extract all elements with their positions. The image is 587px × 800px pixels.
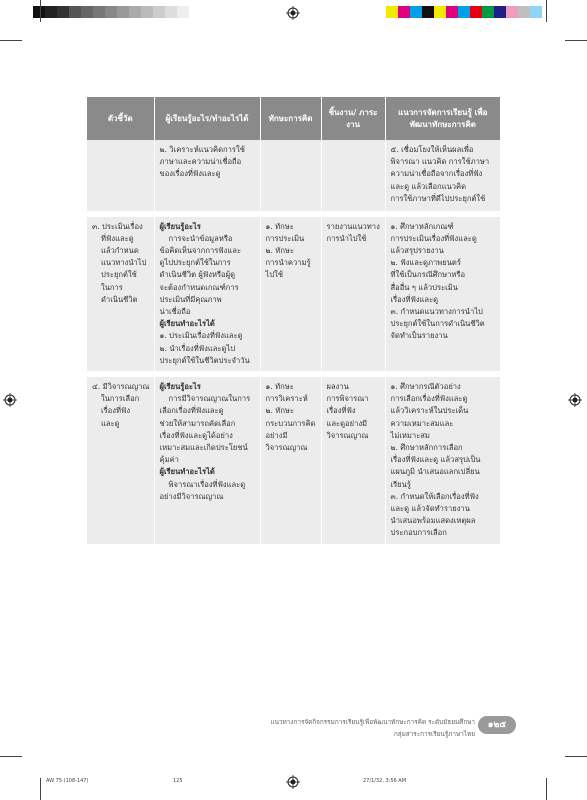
- header-thinking-skill: ทักษะการคิด: [260, 97, 321, 140]
- color-swatch: [398, 6, 410, 18]
- bottom-registration-mark-icon: [286, 775, 300, 789]
- cell-text: ไปใช้: [265, 270, 284, 280]
- cell-text: น่าเชื่อถือ: [159, 307, 191, 317]
- color-swatch: [434, 6, 446, 18]
- cell-text: และดู: [101, 418, 120, 428]
- cell-text: อย่างมี: [265, 430, 288, 440]
- color-swatch: [410, 6, 422, 18]
- crop-mark: [0, 40, 22, 41]
- cell-text: ประยุกต์ใช้: [101, 270, 137, 280]
- top-registration-mark-icon: [286, 6, 300, 20]
- gray-swatch: [69, 6, 81, 18]
- color-swatch: [494, 6, 506, 18]
- crop-mark: [0, 756, 22, 757]
- gray-swatch: [105, 6, 117, 18]
- color-swatch: [518, 6, 530, 18]
- cell-text: เรื่องที่ฟัง: [101, 406, 131, 416]
- cell-task: [321, 377, 385, 544]
- cell-text: ๑. ประเมินเรื่องที่ฟังและดู: [159, 331, 243, 341]
- cell-text: พิจารณาเรื่องที่ฟังและดู: [168, 479, 246, 489]
- cell-text: เรียนรู้: [390, 479, 411, 489]
- cell-text: ๑. ศึกษาหลักเกณฑ์: [390, 221, 454, 231]
- can-do-heading: ผู้เรียนทำอะไรได้: [159, 467, 215, 477]
- cell-text: การประเมินเรื่องที่ฟังและดู: [390, 233, 477, 243]
- cell-text: ๒. ทักษะ: [265, 246, 295, 256]
- cell-indicator: [87, 217, 154, 371]
- cell-text: เหมาะสมและเกิดประโยชน์: [159, 443, 248, 453]
- cell-learning: [154, 140, 260, 211]
- cell-text: และดู แล้วจัดทำรายงาน: [390, 504, 470, 514]
- color-swatch: [530, 6, 542, 18]
- footer-subject: กลุ่มสาระการเรียนรู้ภาษาไทย: [393, 730, 475, 738]
- color-swatch: [422, 6, 434, 18]
- crop-mark: [565, 756, 587, 757]
- cell-text: ข้อคิดเห็นจากการฟังและ: [159, 246, 242, 256]
- cell-text: แล้ววิเคราะห์ในประเด็น: [390, 406, 469, 416]
- cell-text: รายงานแนวทาง: [326, 221, 380, 231]
- cell-text: ๒. ศึกษาหลักการเลือก: [390, 443, 463, 453]
- cell-text: การมีวิจารณญาณในการ: [168, 394, 251, 404]
- cell-text: ประเมินที่มีคุณภาพ: [159, 294, 222, 304]
- cell-learning: [154, 377, 260, 544]
- cell-text: การประเมิน: [265, 233, 305, 243]
- cell-text: และดู แล้วเลือกแนวคิด: [390, 181, 467, 191]
- cell-text: ๓. กำหนดให้เลือกเรื่องที่ฟัง: [390, 491, 479, 501]
- learn-heading: ผู้เรียนรู้อะไร: [159, 221, 201, 231]
- cell-text: ช่วยให้สามารถคัดเลือก: [159, 418, 236, 428]
- table-row: [87, 140, 500, 211]
- slug-date: 27/1/32, 3:56 AM: [363, 778, 407, 784]
- gray-swatch: [177, 6, 189, 18]
- cell-text: วิจารณญาณ: [326, 430, 369, 440]
- gray-swatch: [93, 6, 105, 18]
- color-swatch: [446, 6, 458, 18]
- cell-text: ภาษาและความน่าเชื่อถือ: [159, 157, 242, 167]
- header-task: ชิ้นงาน/ ภาระงาน: [321, 97, 385, 140]
- page-number-badge: ๑๒๕: [478, 716, 516, 734]
- cell-text: ๑. ศึกษากรณีตัวอย่าง: [390, 382, 461, 392]
- grayscale-bar: [33, 6, 189, 18]
- cell-text: ๓. ประเมินเรื่อง: [92, 221, 143, 231]
- cell-task: [321, 140, 385, 211]
- right-registration-mark-icon: [568, 393, 582, 407]
- cell-learning: [154, 217, 260, 371]
- slug-page: 125: [173, 778, 183, 784]
- cell-text: ผลงาน: [326, 382, 349, 392]
- cell-text: ๔. มีวิจารณญาณ: [92, 382, 150, 392]
- color-swatch: [470, 6, 482, 18]
- color-swatch: [458, 6, 470, 18]
- cell-text: แนวทางนำไป: [101, 258, 147, 268]
- footer-book-title: แนวทางการจัดกิจกรรมการเรียนรู้เพื่อพัฒนาทักษะการคิด ระดับมัธยมศึกษา: [270, 718, 475, 726]
- cell-text: ดูไปประยุกต์ใช้ในการ: [159, 258, 231, 268]
- cell-text: แล้วกำหนด: [101, 246, 139, 256]
- color-bar: [386, 6, 542, 18]
- thinking-skills-table: [87, 97, 500, 544]
- cell-indicator: [87, 140, 154, 211]
- gray-swatch: [57, 6, 69, 18]
- crop-mark: [546, 0, 547, 22]
- gray-swatch: [81, 6, 93, 18]
- cell-text: ความเหมาะสมและ: [390, 418, 454, 428]
- cell-text: สื่ออื่น ๆ แล้วประเมิน: [390, 282, 458, 292]
- cell-text: การนำไปใช้: [326, 233, 367, 243]
- cell-thinking-skill: [260, 377, 321, 544]
- cell-text: พิจารณา แนวคิด การใช้ภาษา: [390, 157, 490, 167]
- gray-swatch: [33, 6, 45, 18]
- cell-text: ๑. ทักษะ: [265, 221, 294, 231]
- cell-text: ๒. วิเคราะห์แนวคิดการใช้: [159, 145, 245, 154]
- cell-text: ๒. ฟังและดูภาพยนตร์: [390, 258, 461, 268]
- gray-swatch: [129, 6, 141, 18]
- table-row: [87, 217, 500, 371]
- cell-text: ดำเนินชีวิต ผู้ฟังหรือผู้ดู: [159, 270, 235, 280]
- gray-swatch: [45, 6, 57, 18]
- cell-text: การใช้ภาษาที่ดีไปประยุกต์ใช้: [390, 193, 486, 203]
- cell-text: ที่ใช้เป็นกรณีศึกษาหรือ: [390, 270, 466, 280]
- slug-file: AW 75 (108-147): [46, 778, 89, 784]
- cell-text: จัดทำเป็นรายงาน: [390, 331, 448, 341]
- cell-text: จะต้องกำหนดเกณฑ์การ: [159, 282, 239, 292]
- cell-text: การวิเคราะห์: [265, 394, 308, 404]
- crop-mark: [565, 40, 587, 41]
- cell-text: การเลือกเรื่องที่ฟังและดู: [390, 394, 468, 404]
- gray-swatch: [165, 6, 177, 18]
- cell-text: แผนภูมิ นำเสนอแลกเปลี่ยน: [390, 467, 480, 477]
- cell-text: ๒. ทักษะ: [265, 406, 295, 416]
- color-swatch: [482, 6, 494, 18]
- cell-text: นำเสนอพร้อมแสดงเหตุผล: [390, 516, 476, 526]
- cell-text: วิจารณญาณ: [265, 443, 308, 453]
- cell-text: ๕. เชื่อมโยงให้เห็นผลเพื่อ: [390, 145, 474, 154]
- cell-approach: [385, 217, 500, 371]
- left-registration-mark-icon: [3, 393, 17, 407]
- cell-text: ๓. กำหนดแนวทางการนำไป: [390, 307, 483, 317]
- cell-text: ในการเลือก: [101, 394, 140, 404]
- cell-text: อย่างมีวิจารณญาณ: [159, 491, 224, 501]
- learn-heading: ผู้เรียนรู้อะไร: [159, 382, 201, 392]
- cell-text: กระบวนการคิด: [265, 418, 316, 428]
- can-do-heading: ผู้เรียนทำอะไรได้: [159, 319, 215, 329]
- cell-approach: [385, 140, 500, 211]
- cell-text: การนำความรู้: [265, 258, 311, 268]
- cell-text: เรื่องที่ฟังและดู แล้วสรุปเป็น: [390, 455, 481, 465]
- cell-text: แล้วสรุปรายงาน: [390, 246, 444, 256]
- cell-text: ในการ: [101, 282, 123, 292]
- color-swatch: [386, 6, 398, 18]
- cell-text: ที่ฟังและดู: [101, 233, 134, 243]
- cell-text: ไม่เหมาะสม: [390, 430, 430, 440]
- cell-text: เรื่องที่ฟังและดู: [390, 294, 439, 304]
- crop-mark: [40, 0, 41, 22]
- cell-indicator: [87, 377, 154, 544]
- cell-approach: [385, 377, 500, 544]
- cell-text: คุ้มค่า: [159, 455, 179, 465]
- crop-mark: [546, 778, 547, 800]
- header-approach: แนวการจัดการเรียนรู้ เพื่อพัฒนาทักษะการคิด: [385, 97, 500, 140]
- cell-text: ของเรื่องที่ฟังและดู: [159, 169, 221, 179]
- cell-text: ประยุกต์ใช้ในชีวิตประจำวัน: [159, 355, 250, 365]
- cell-text: เรื่องที่ฟังและดูได้อย่าง: [159, 430, 233, 440]
- gray-swatch: [117, 6, 129, 18]
- gray-swatch: [141, 6, 153, 18]
- gray-swatch: [153, 6, 165, 18]
- cell-text: เรื่องที่ฟัง: [326, 406, 356, 416]
- cell-text: ๑. ทักษะ: [265, 382, 294, 392]
- header-learning: ผู้เรียนรู้อะไร/ทำอะไรได้: [154, 97, 260, 140]
- cell-text: การจะนำข้อมูลหรือ: [168, 233, 233, 243]
- color-swatch: [506, 6, 518, 18]
- cell-text: ดำเนินชีวิต: [101, 294, 138, 304]
- cell-thinking-skill: [260, 140, 321, 211]
- crop-mark: [40, 778, 41, 800]
- cell-text: ๒. นำเรื่องที่ฟังและดูไป: [159, 343, 236, 353]
- cell-thinking-skill: [260, 217, 321, 371]
- cell-text: ความน่าเชื่อถือจากเรื่องที่ฟัง: [390, 169, 483, 179]
- cell-text: และดูอย่างมี: [326, 418, 368, 428]
- cell-text: ประยุกต์ใช้ในการดำเนินชีวิต: [390, 319, 485, 329]
- cell-text: การพิจารณา: [326, 394, 369, 404]
- cell-task: [321, 217, 385, 371]
- cell-text: ประกอบการเลือก: [390, 528, 447, 538]
- header-indicator: ตัวชี้วัด: [87, 97, 154, 140]
- table-row: [87, 377, 500, 544]
- cell-text: เลือกเรื่องที่ฟังและดู: [159, 406, 224, 416]
- table-header-row: [87, 97, 500, 140]
